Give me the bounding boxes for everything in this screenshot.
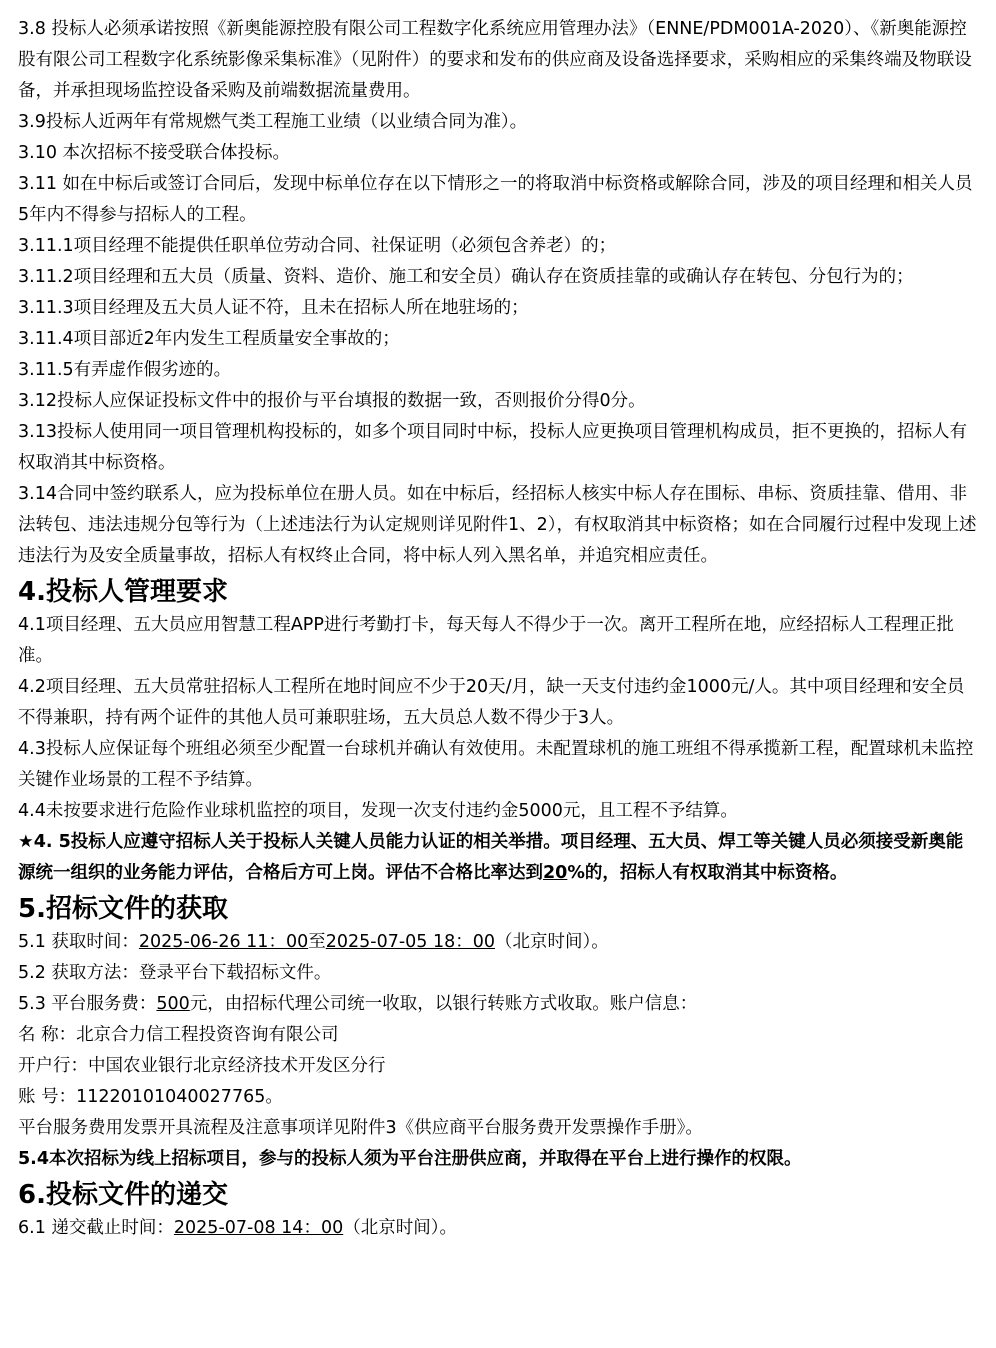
- clause-3-14: 3.14合同中签约联系人，应为投标单位在册人员。如在中标后，经招标人核实中标人存在围标、串标、资质挂靠、借用、非法转包、违法违规分包等行为（上述违法行为认定规则详见附件1、2），有权取消其中标资格；如在合同履行过程中发现上述违法行为及安全质量事故，招标人有权终止合同，将中标人列入黑名单，并追究相应责任。: [18, 484, 977, 566]
- clause-3-12: 3.12投标人应保证投标文件中的报价与平台填报的数据一致，否则报价分得0分。: [18, 391, 646, 411]
- clause-4-5-text-a: ★4. 5投标人应遵守招标人关于投标人关键人员能力认证的相关举措。项目经理、五大员、焊工等关键人员必须接受新奥能源统一组织的业务能力评估，合格后方可上岗。评估不合格比率达到: [18, 832, 964, 883]
- clause-5-1-label: 5.1 获取时间：: [18, 932, 139, 952]
- section-6-heading: 6.投标文件的递交: [18, 1180, 228, 1210]
- clause-6-1-label: 6.1 递交截止时间：: [18, 1218, 174, 1238]
- clause-3-10: 3.10 本次招标不接受联合体投标。: [18, 143, 291, 163]
- start-time: 2025-06-26 11：00: [138, 932, 309, 952]
- clause-3-8: 3.8 投标人必须承诺按照《新奥能源控股有限公司工程数字化系统应用管理办法》（ENNE/PDM001A-2020）、《新奥能源控股有限公司工程数字化系统影像采集标准》（见附件）的要求和发布的供应商及设备选择要求，采购相应的采集终端及物联设备，并承担现场监控设备采购及前端数据流量费用。: [18, 19, 972, 101]
- clause-4-5-text-b: %的，招标人有权取消其中标资格。: [567, 863, 848, 883]
- clause-3-11: 3.11 如在中标后或签订合同后，发现中标单位存在以下情形之一的将取消中标资格或解除合同，涉及的项目经理和相关人员5年内不得参与招标人的工程。: [18, 174, 973, 225]
- clause-4-1: 4.1项目经理、五大员应用智慧工程APP进行考勤打卡，每天每人不得少于一次。离开工程所在地，应经招标人工程理正批准。: [18, 615, 954, 666]
- clause-5-1: [18, 927, 980, 958]
- account-bank: 开户行：中国农业银行北京经济技术开发区分行: [18, 1056, 386, 1076]
- clause-5-1-tz: （北京时间）。: [495, 932, 609, 952]
- clause-5-3-text: 元，由招标代理公司统一收取，以银行转账方式收取。账户信息：: [189, 994, 698, 1014]
- clause-3-9: 3.9投标人近两年有常规燃气类工程施工业绩（以业绩合同为准）。: [18, 112, 528, 132]
- clause-6-1: [18, 1213, 980, 1244]
- clause-3-11-1: 3.11.1项目经理不能提供任职单位劳动合同、社保证明（必须包含养老）的；: [18, 236, 617, 256]
- clause-4-3: 4.3投标人应保证每个班组必须至少配置一台球机并确认有效使用。未配置球机的施工班组不得承揽新工程，配置球机未监控关键作业场景的工程不予结算。: [18, 739, 974, 790]
- submission-deadline: 2025-07-08 14：00: [173, 1218, 344, 1238]
- clause-4-5: [18, 827, 980, 889]
- section-4-heading: 4.投标人管理要求: [18, 577, 228, 607]
- clause-4-4: 4.4未按要求进行危险作业球机监控的项目，发现一次支付违约金5000元，且工程不予结算。: [18, 801, 738, 821]
- section-5-heading: 5.招标文件的获取: [18, 894, 228, 924]
- clause-3-11-4: 3.11.4项目部近2年内发生工程质量安全事故的；: [18, 329, 400, 349]
- clause-5-4: 5.4本次招标为线上招标项目，参与的投标人须为平台注册供应商，并取得在平台上进行操作的权限。: [18, 1149, 802, 1169]
- account-name: 名 称：北京合力信工程投资咨询有限公司: [18, 1025, 339, 1045]
- clause-5-3: [18, 989, 980, 1020]
- service-fee-amount: 500: [156, 994, 190, 1014]
- clause-5-1-to: 至: [308, 932, 326, 952]
- clause-4-5-rate: 20: [543, 863, 568, 883]
- clause-3-11-3: 3.11.3项目经理及五大员人证不符，且未在招标人所在地驻场的；: [18, 298, 529, 318]
- clause-5-2: 5.2 获取方法：登录平台下载招标文件。: [18, 963, 332, 983]
- account-number: 账 号：11220101040027765。: [18, 1087, 283, 1107]
- clause-5-3-label: 5.3 平台服务费：: [18, 994, 157, 1014]
- invoice-note: 平台服务费用发票开具流程及注意事项详见附件3《供应商平台服务费开发票操作手册》。: [18, 1118, 703, 1138]
- clause-3-11-2: 3.11.2项目经理和五大员（质量、资料、造价、施工和安全员）确认存在资质挂靠的或确认存在转包、分包行为的；: [18, 267, 914, 287]
- end-time: 2025-07-05 18：00: [325, 932, 496, 952]
- clause-4-2: 4.2项目经理、五大员常驻招标人工程所在地时间应不少于20天/月，缺一天支付违约金1000元/人。其中项目经理和安全员不得兼职，持有两个证件的其他人员可兼职驻场，五大员总人数不得少于3人。: [18, 677, 965, 728]
- clause-3-13: 3.13投标人使用同一项目管理机构投标的，如多个项目同时中标，投标人应更换项目管理机构成员，拒不更换的，招标人有权取消其中标资格。: [18, 422, 967, 473]
- clause-3-11-5: 3.11.5有弄虚作假劣迹的。: [18, 360, 232, 380]
- clause-6-1-tz: （北京时间）。: [343, 1218, 457, 1238]
